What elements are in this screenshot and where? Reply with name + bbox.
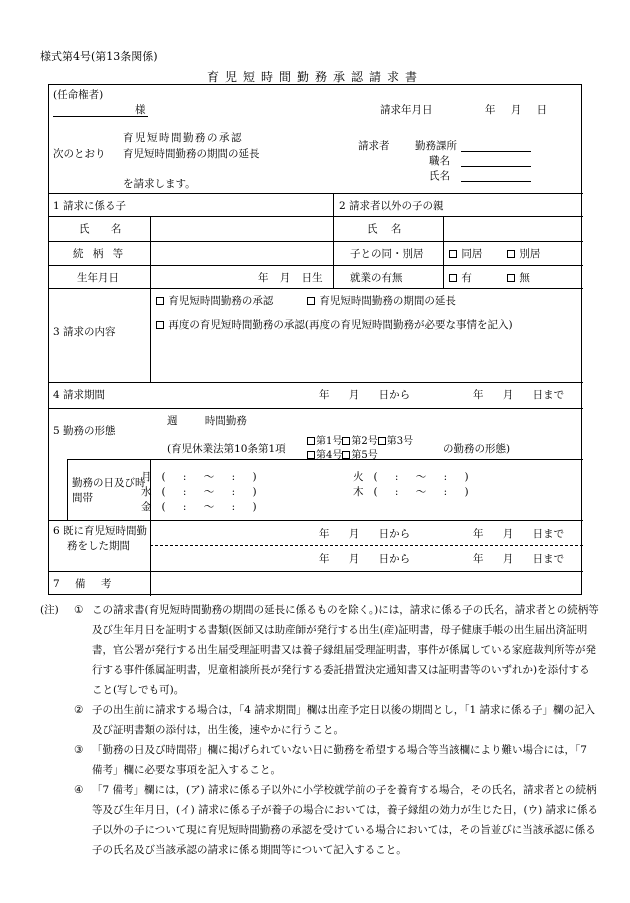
checkbox-icon [507,274,515,282]
request-date-label: 請求年月日 [380,104,433,116]
checkbox-icon [449,274,457,282]
checkbox-icon [507,250,515,258]
note-item: ② 子の出生前に請求する場合は，「4 請求期間」欄は出産予定日以後の期間とし，「1 請求に係る子」欄の記入及び証明書類の添付は，出生後，速やかに行うこと。 [74,704,596,736]
checkbox-icon [307,437,315,445]
law-reference: (育児休業法第10条第1項 [167,443,286,455]
checkbox-icon [156,321,164,329]
content-approval-option[interactable]: 育児短時間勤務の承認 [156,294,273,308]
request-lead: 次のとおり [53,148,106,160]
section-form-heading: 5 勤務の形態 [53,425,116,437]
request-option-approval: 育児短時間勤務の承認 [123,132,243,144]
section-remarks-heading: 7 備 考 [53,578,112,590]
content-extension-option[interactable]: 育児短時間勤務の期間の延長 [307,294,456,308]
checkbox-icon [342,451,350,459]
request-form [48,84,582,595]
employment-yes-option[interactable]: 有 [449,271,472,285]
weekly-hours-field[interactable]: 週 時間勤務 [167,415,247,427]
content-again-option[interactable]: 再度の育児短時間勤務の承認(再度の育児短時間勤務が必要な事情を記入) [156,318,513,332]
section-previous-heading: 6 既に育児短時間勤務をした期間 [53,525,148,552]
previous-from-field-2[interactable]: 年 月 日から [319,553,411,565]
schedule-label: 勤務の日及び時間帯 [72,477,146,504]
cohabit-yes-option[interactable]: 同居 [449,247,482,261]
request-closing: を請求します。 [123,178,196,190]
honorific: 様 [135,104,146,116]
request-date-field[interactable]: 年 月 日 [485,104,548,116]
section-other-parent-heading: 2 請求者以外の子の親 [339,200,444,212]
schedule-day-thu[interactable]: 木 ( : ～ : ) [353,486,469,498]
name-label: 氏名 [429,170,450,182]
previous-to-field-2[interactable]: 年 月 日まで [473,553,565,565]
position-field[interactable] [461,154,531,167]
child-relation-label: 続 柄 等 [73,248,124,260]
requester-label: 請求者 [358,140,390,152]
checkbox-icon [307,451,315,459]
schedule-day-tue[interactable]: 火 ( : ～ : ) [353,471,469,483]
form-item-1[interactable]: 第1号 [307,436,342,447]
parent-name-field[interactable] [446,217,582,240]
section-child-heading: 1 請求に係る子 [53,200,127,212]
form-suffix: の勤務の形態) [443,443,511,455]
schedule-day-fri[interactable]: 金 ( : ～ : ) [141,501,257,513]
child-birth-label: 生年月日 [77,272,119,284]
form-items-row1 [307,435,413,449]
note-item: (注) ① この請求書(育児短時間勤務の期間の延長に係るものを除く。)には，請求に係る子の氏名，請求者との続柄等及び生年月日を証明する書類(医師又は助産師が発行する出生(産)証明書，母子健康手帳の出生届出済証明書，官公署が発行する出生届受理証明書又は養子縁組届受理証明書，事件が係属している家庭裁判所等が発行する事件係属証明書，児童相談所長が発行する委託措置決定通知書又は証明書等のいずれか)を添付すること(写しでも可)。 [40,604,599,696]
form-item-5[interactable]: 第5号 [342,450,377,461]
department-label: 勤務課所 [415,140,457,152]
name-field[interactable] [461,169,531,182]
addressee-field[interactable] [53,103,148,117]
form-items-row2 [307,449,378,463]
addressee-label: (任命権者) [53,89,104,101]
request-option-extension: 育児短時間勤務の期間の延長 [123,148,260,160]
checkbox-icon [378,437,386,445]
child-relation-field[interactable] [153,242,332,264]
schedule-day-wed[interactable]: 水 ( : ～ : ) [141,486,257,498]
checkbox-icon [156,297,164,305]
employment-no-option[interactable]: 無 [507,271,530,285]
checkbox-icon [307,297,315,305]
previous-to-field-1[interactable]: 年 月 日まで [473,528,565,540]
section-period-heading: 4 請求期間 [53,389,106,401]
cohabit-no-option[interactable]: 別居 [507,247,540,261]
employment-label: 就業の有無 [350,272,403,284]
schedule-day-mon[interactable]: 月 ( : ～ : ) [141,471,257,483]
section-content-heading: 3 請求の内容 [53,326,116,338]
position-label: 職名 [429,155,450,167]
department-field[interactable] [461,139,531,152]
form-item-2[interactable]: 第2号 [342,436,377,447]
form-title: 育児短時間勤務承認請求書 [206,70,423,84]
previous-from-field-1[interactable]: 年 月 日から [319,528,411,540]
checkbox-icon [449,250,457,258]
child-name-field[interactable] [153,217,332,240]
form-item-4[interactable]: 第4号 [307,450,342,461]
form-number: 様式第4号(第13条関係) [40,50,158,63]
parent-name-label: 氏 名 [367,223,402,235]
note-item: ③ 「勤務の日及び時間帯」欄に掲げられていない日に勤務を希望する場合等当該欄により難い場合には，「7 備考」欄に必要な事項を記入すること。 [74,744,587,776]
child-birth-field[interactable]: 年 月 日生 [258,272,323,284]
remarks-field[interactable] [153,573,581,594]
child-name-label: 氏 名 [79,223,122,235]
checkbox-icon [342,437,350,445]
form-item-3[interactable]: 第3号 [378,436,413,447]
period-to-field[interactable]: 年 月 日まで [473,389,565,401]
period-from-field[interactable]: 年 月 日から [319,389,411,401]
cohabit-label: 子との同・別居 [350,248,424,260]
notes [40,600,600,860]
note-item: ④ 「7 備考」欄には，(ア) 請求に係る子以外に小学校就学前の子を養育する場合，その氏名，請求者との続柄等及び生年月日，(イ) 請求に係る子が養子の場合においては，養子縁組の効力が生じた日，(ウ) 請求に係る子以外の子について現に育児短時間勤務の承認を受けている場合においては，その旨並びに当該承認に係る子の氏名及び当該承認の請求に係る期間等について記入すること。 [74,784,599,856]
